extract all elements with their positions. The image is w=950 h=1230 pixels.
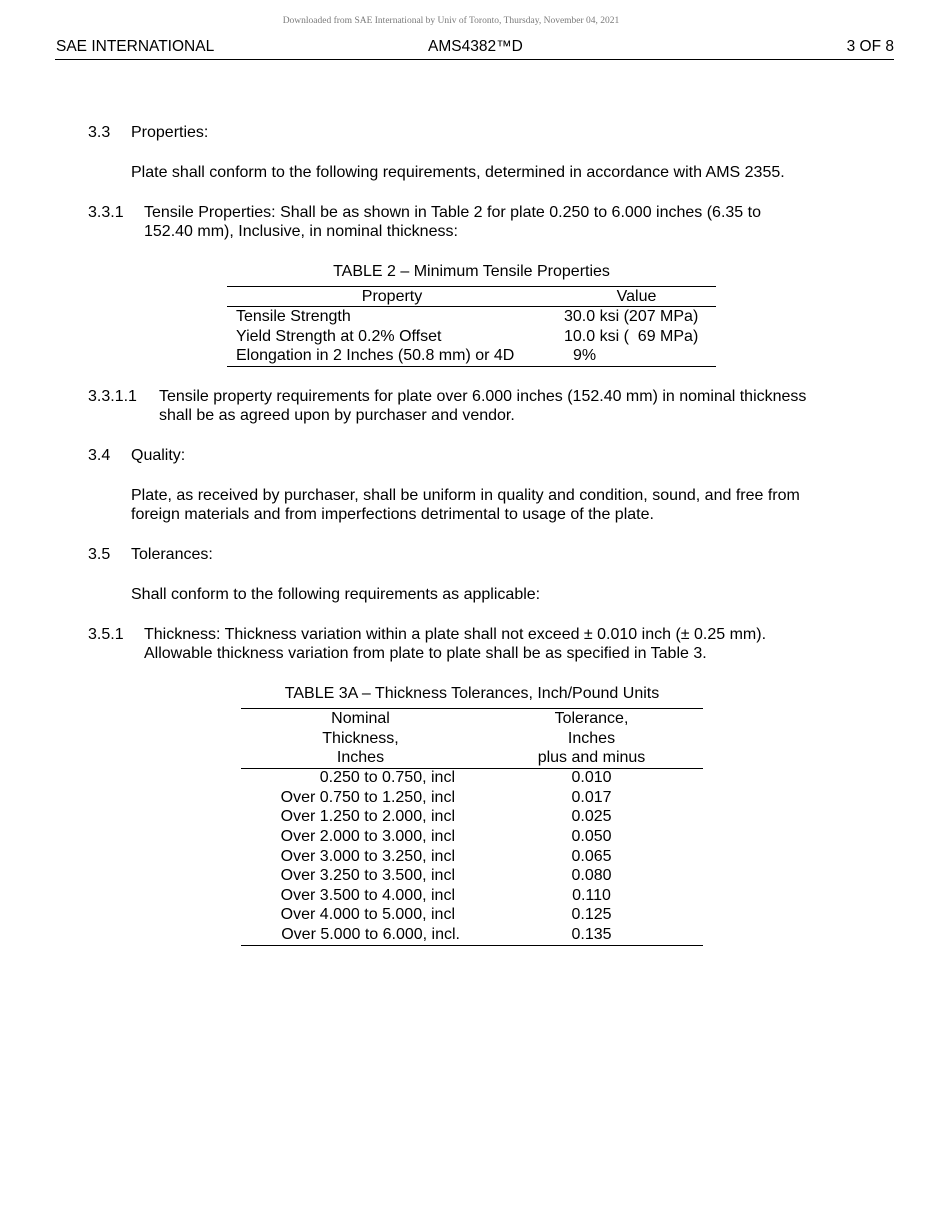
header-document-number: AMS4382™D — [428, 38, 523, 55]
section-3-3-title: Properties: — [131, 124, 209, 141]
table-3a-header-col1-line-1: Nominal — [331, 710, 390, 727]
section-3-5-1-line-2: Allowable thickness variation from plate to plate shall be as specified in Table 3. — [144, 645, 707, 662]
table-3a-header-col2-line-1: Tolerance, — [554, 710, 629, 727]
section-3-3-body: Plate shall conform to the following requirements, determined in accordance with AMS 2355. — [131, 164, 785, 181]
section-3-3-1-number: 3.3.1 — [88, 204, 124, 221]
table-3a-bottom-rule — [241, 945, 703, 946]
table-3a-header-col2-line-2: Inches — [567, 730, 616, 747]
section-3-5-number: 3.5 — [88, 546, 111, 563]
table-row: 0.250 to 0.750, incl — [319, 769, 455, 786]
table-2-top-rule — [227, 286, 716, 287]
table-cell-tolerance: 0.050 — [571, 828, 612, 845]
section-3-3-1-line-2: 152.40 mm), Inclusive, in nominal thickness: — [144, 223, 458, 240]
table-cell-tolerance: 0.135 — [571, 926, 612, 943]
table-cell-tolerance: 0.025 — [571, 808, 612, 825]
table-row: Over 3.250 to 3.500, incl — [280, 867, 455, 884]
section-3-5-1-number: 3.5.1 — [88, 626, 124, 643]
table-2-row-3-property: Elongation in 2 Inches (50.8 mm) or 4D — [236, 347, 515, 364]
table-2-caption: TABLE 2 – Minimum Tensile Properties — [333, 263, 610, 280]
table-3a-header-col2-line-3: plus and minus — [537, 749, 646, 766]
table-2-row-1-property: Tensile Strength — [236, 308, 351, 325]
section-3-4-number: 3.4 — [88, 447, 111, 464]
table-2-row-1-value: 30.0 ksi (207 MPa) — [564, 308, 699, 325]
header-page-number: 3 OF 8 — [846, 38, 894, 55]
table-cell-tolerance: 0.125 — [571, 906, 612, 923]
section-3-3-1-1-number: 3.3.1.1 — [88, 388, 137, 405]
section-3-3-number: 3.3 — [88, 124, 111, 141]
section-3-4-body-line-2: foreign materials and from imperfections detrimental to usage of the plate. — [131, 506, 654, 523]
download-notice: Downloaded from SAE International by Univ of Toronto, Thursday, November 04, 2021 — [282, 16, 620, 26]
table-row: Over 2.000 to 3.000, incl — [280, 828, 455, 845]
section-3-5-1-line-1: Thickness: Thickness variation within a plate shall not exceed ± 0.010 inch (± 0.25 mm). — [144, 626, 767, 643]
table-cell-tolerance: 0.080 — [571, 867, 612, 884]
table-cell-tolerance: 0.010 — [571, 769, 612, 786]
section-3-3-1-1-line-2: shall be as agreed upon by purchaser and vendor. — [159, 407, 515, 424]
table-row: Over 0.750 to 1.250, incl — [280, 789, 455, 806]
section-3-3-1-1-line-1: Tensile property requirements for plate over 6.000 inches (152.40 mm) in nominal thickness — [159, 388, 807, 405]
table-2-header-property: Property — [361, 288, 423, 305]
table-cell-tolerance: 0.017 — [571, 789, 612, 806]
section-3-4-title: Quality: — [131, 447, 186, 464]
header-rule — [55, 59, 894, 60]
table-3a-caption: TABLE 3A – Thickness Tolerances, Inch/Pound Units — [284, 685, 660, 702]
section-3-3-1-line-1: Tensile Properties: Shall be as shown in Table 2 for plate 0.250 to 6.000 inches (6.35 to — [144, 204, 761, 221]
table-row: Over 5.000 to 6.000, incl. — [281, 926, 460, 943]
table-3a-header-col1-line-3: Inches — [336, 749, 385, 766]
table-3a-top-rule — [241, 708, 703, 709]
table-2-header-rule — [227, 306, 716, 307]
section-3-4-body-line-1: Plate, as received by purchaser, shall be uniform in quality and condition, sound, and free from — [131, 487, 800, 504]
table-2-header-value: Value — [616, 288, 657, 305]
section-3-5-body: Shall conform to the following requirements as applicable: — [131, 586, 541, 603]
table-cell-tolerance: 0.065 — [571, 848, 612, 865]
section-3-5-title: Tolerances: — [131, 546, 213, 563]
table-3a-header-col1-line-2: Thickness, — [322, 730, 399, 747]
table-row: Over 3.500 to 4.000, incl — [280, 887, 455, 904]
table-row: Over 1.250 to 2.000, incl — [280, 808, 455, 825]
table-row: Over 4.000 to 5.000, incl — [280, 906, 455, 923]
header-publisher: SAE INTERNATIONAL — [56, 38, 215, 55]
table-row: Over 3.000 to 3.250, incl — [280, 848, 455, 865]
table-2-row-3-value: 9% — [573, 347, 597, 364]
table-cell-tolerance: 0.110 — [572, 887, 611, 904]
table-2-row-2-property: Yield Strength at 0.2% Offset — [236, 328, 442, 345]
table-2-bottom-rule — [227, 366, 716, 367]
table-2-row-2-value: 10.0 ksi ( 69 MPa) — [564, 328, 699, 345]
